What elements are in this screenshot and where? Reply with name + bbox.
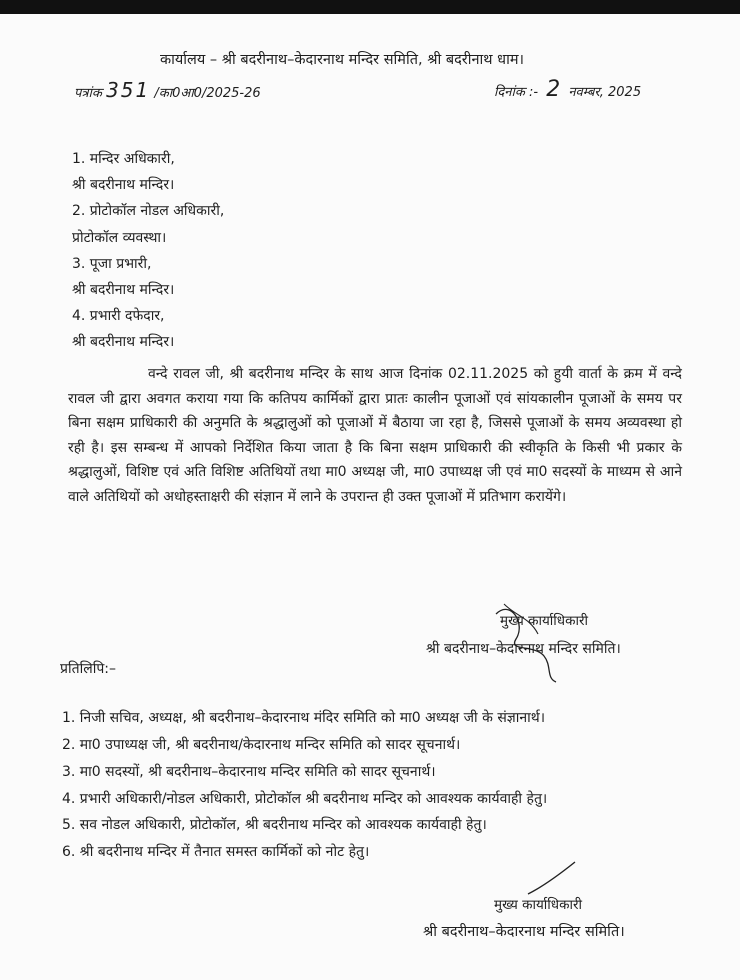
addressee-line: श्री बदरीनाथ मन्दिर।: [72, 282, 175, 298]
date-day-handwritten: 2: [546, 77, 561, 102]
addressee-line: 2. प्रोटोकॉल नोडल अधिकारी,: [72, 203, 225, 219]
ref-suffix: /का0आ0/2025-26: [154, 86, 261, 101]
copy-to-item: 1. निजी सचिव, अध्यक्ष, श्री बदरीनाथ–केदारनाथ मंदिर समिति को मा0 अध्यक्ष जी के संज्ञानार्थ।: [62, 710, 546, 726]
copy-to-item: 5. सव नोडल अधिकारी, प्रोटोकॉल, श्री बदरीनाथ मन्दिर को आवश्यक कार्यवाही हेतु।: [62, 817, 487, 833]
copy-to-item: 4. प्रभारी अधिकारी/नोडल अधिकारी, प्रोटोकॉल श्री बदरीनाथ मन्दिर को आवश्यक कार्यवाही हेतु।: [62, 791, 548, 807]
copy-to-heading: प्रतिलिपि:–: [60, 661, 116, 677]
office-heading: कार्यालय – श्री बदरीनाथ–केदारनाथ मन्दिर समिति, श्री बदरीनाथ धाम।: [160, 52, 525, 68]
date-rest: नवम्बर, 2025: [568, 85, 642, 100]
addressee-line: श्री बदरीनाथ मन्दिर।: [72, 177, 175, 193]
addressee-line: 3. पूजा प्रभारी,: [72, 256, 152, 272]
copy-to-item: 2. मा0 उपाध्यक्ष जी, श्री बदरीनाथ/केदारनाथ मन्दिर समिति को सादर सूचनार्थ।: [62, 737, 461, 753]
letter-body-paragraph: वन्दे रावल जी, श्री बदरीनाथ मन्दिर के साथ आज दिनांक 02.11.2025 को हुयी वार्ता के क्रम में वन्दे रावल जी द्वारा अवगत कराया गया कि कतिपय कार्मिकों द्वारा प्रातः कालीन पूजाओं एवं सांयकालीन पूजाओं के समय पर बिना सक्षम प्राधिकारी की अनुमति के श्रद्धालुओं को पूजाओं में बैठाया जा रहा है, जिससे पूजाओं के समय अव्यवस्था हो रही है। इस सम्बन्ध में आपको निर्देशित किया जाता है कि बिना सक्षम प्राधिकारी की स्वीकृति के किसी भी प्रकार के श्रद्धालुओं, विशिष्ट एवं अति विशिष्ट अतिथियों तथा मा0 अध्यक्ष जी, मा0 उपाध्यक्ष जी एवं मा0 सदस्यों के माध्यम से आने वाले अतिथियों को अधोहस्ताक्षरी की संज्ञान में लाने के उपरान्त ही उक्त पूजाओं में प्रतिभाग करायेंगे।: [68, 366, 682, 505]
date-label: दिनांक :-: [494, 85, 539, 100]
ref-number-handwritten: 351: [106, 78, 151, 102]
top-dark-strip: [0, 0, 740, 14]
reference-number: [74, 80, 261, 104]
signatory-title: मुख्य कार्याधिकारी: [500, 613, 588, 629]
letter-date: [494, 77, 642, 103]
copy-to-item: 6. श्री बदरीनाथ मन्दिर में तैनात समस्त कार्मिकों को नोट हेतु।: [62, 844, 370, 860]
addressee-line: प्रोटोकॉल व्यवस्था।: [72, 230, 167, 246]
signature-2: [525, 858, 585, 898]
addressee-line: श्री बदरीनाथ मन्दिर।: [72, 334, 175, 350]
copy-to-item: 3. मा0 सदस्यों, श्री बदरीनाथ–केदारनाथ मन्दिर समिति को सादर सूचनार्थ।: [62, 764, 436, 780]
signatory-2-organisation: श्री बदरीनाथ–केदारनाथ मन्दिर समिति।: [423, 924, 625, 940]
addressee-line: 4. प्रभारी दफेदार,: [72, 308, 165, 324]
ref-prefix: पत्रांक: [74, 86, 102, 101]
signatory-2-title: मुख्य कार्याधिकारी: [494, 897, 582, 913]
signatory-organisation: श्री बदरीनाथ–केदारनाथ मन्दिर समिति।: [426, 641, 621, 657]
addressee-line: 1. मन्दिर अधिकारी,: [72, 151, 175, 167]
